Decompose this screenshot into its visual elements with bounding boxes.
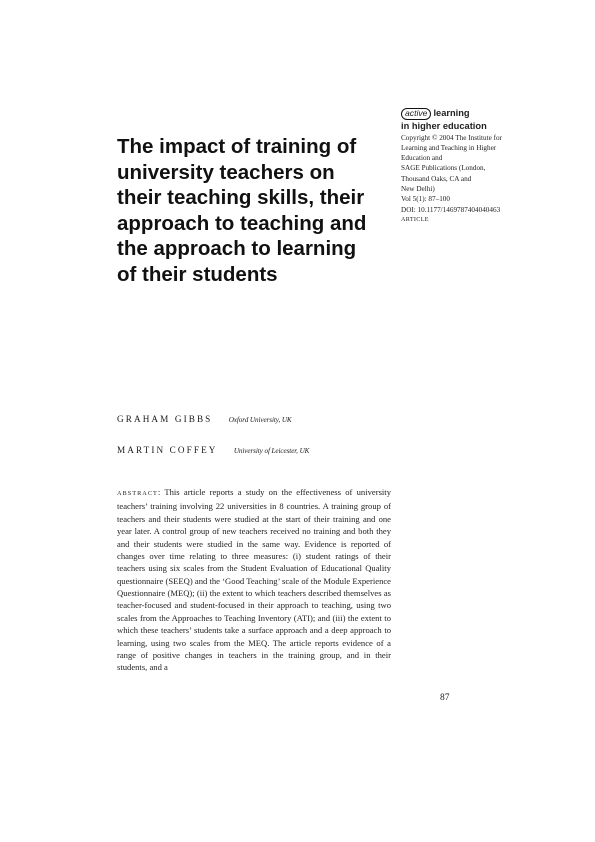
author-name: MARTIN COFFEY [117,445,218,455]
author-affiliation: University of Leicester, UK [233,447,310,455]
author-name: GRAHAM GIBBS [117,414,213,424]
journal-meta-line: Copyright © 2004 The Institute for [401,133,502,142]
page-number: 87 [440,693,450,703]
abstract-label: ABSTRACT [117,490,158,497]
author-2 [117,444,309,457]
page-title: The impact of training of university teachers on their teaching skills, their approach to teaching and the approach to learning of their students [117,135,367,286]
author-1 [117,413,292,426]
journal-logo [401,108,521,120]
journal-logo-subtitle: in higher education [401,120,487,131]
journal-info [401,108,521,225]
journal-volume: Vol 5(1): 87–100 [401,195,450,204]
article-type: ARTICLE [401,215,429,223]
journal-meta-line: Education and [401,154,443,163]
abstract [117,486,391,674]
author-affiliation: Oxford University, UK [228,416,292,424]
abstract-text: This article reports a study on the effectiveness of university teachers’ training involving 22 universities in 8 countries. A training group of teachers and their students were studied at the start of their training and one year later. A control group of new teachers received no training and both they and their students were studied in the same way. Evidence is reported of changes over time relating to three measures: (i) student ratings of their teachers using six scales from the Student Evaluation of Educational Quality questionnaire (SEEQ) and the ‘Good Teaching’ scale of the Module Experience Questionnaire (MEQ); (ii) the extent to which teachers described themselves as teacher-focused and student-focused in their approach to teaching, using two scales from the Approaches to Teaching Inventory (ATI); and (iii) the extent to which these teachers’ students take a surface approach and a deep approach to learning, using two scales from the MEQ. The article reports evidence of a range of positive changes in teachers in the training group, and in their students, and a [117,487,391,673]
journal-meta-line: Learning and Teaching in Higher [401,143,497,152]
journal-logo-active: active [401,108,431,120]
journal-doi: DOI: 10.1177/1469787404040463 [401,205,501,214]
journal-logo-learning: learning [433,108,470,119]
journal-meta-line: New Delhi) [401,184,435,193]
abstract-separator: : [157,487,165,497]
journal-meta-line: SAGE Publications (London, [401,164,486,173]
journal-meta-line: Thousand Oaks, CA and [401,174,472,183]
